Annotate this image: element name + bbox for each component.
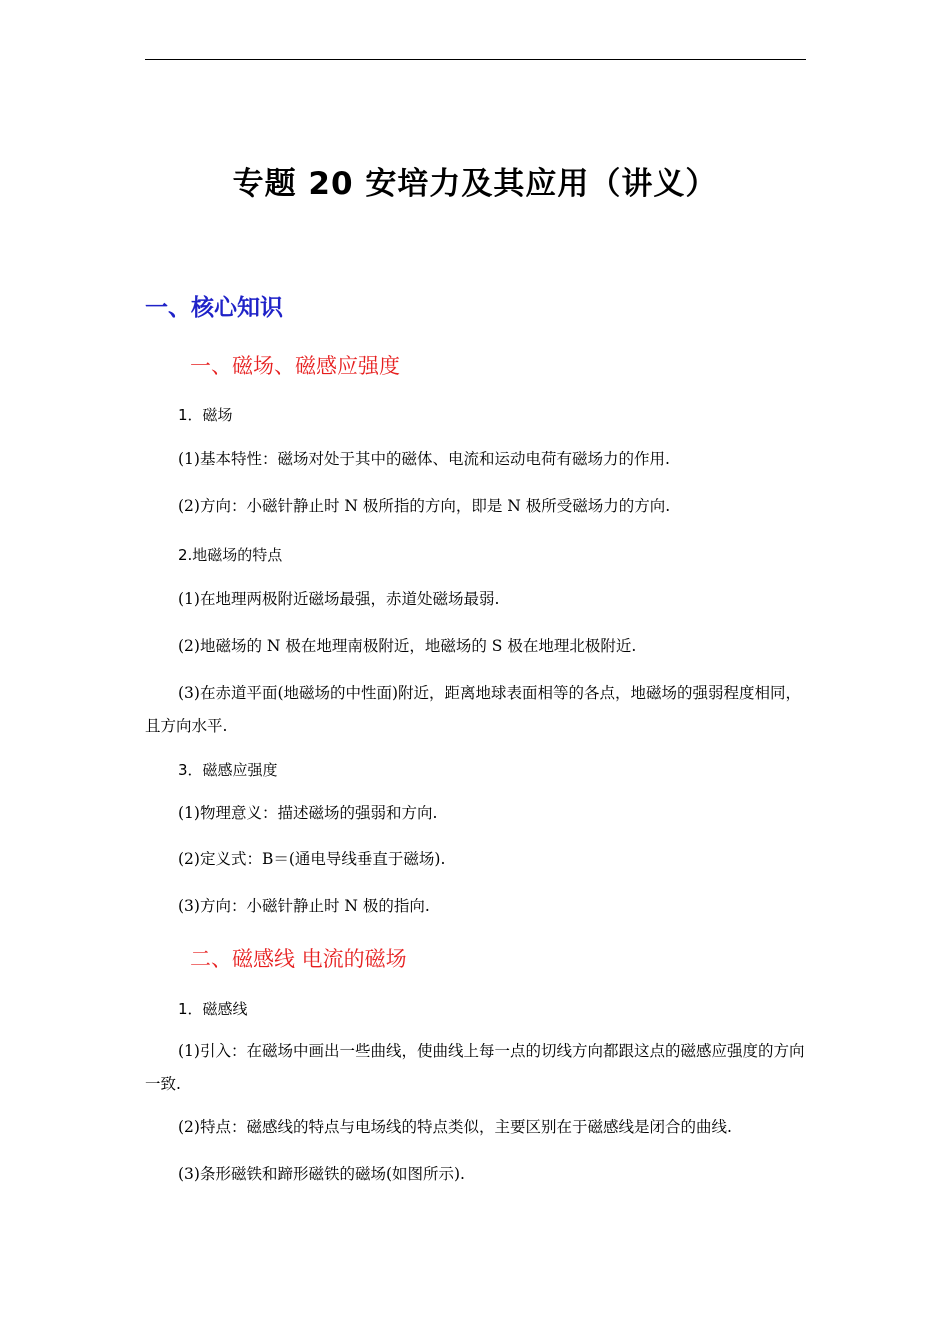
paragraph: (3)在赤道平面(地磁场的中性面)附近，距离地球表面相等的各点，地磁场的强弱程度相同，且方向水平. (145, 684, 802, 735)
paragraph: (2)特点：磁感线的特点与电场线的特点类似，主要区别在于磁感线是闭合的曲线. (178, 1118, 732, 1136)
page-title: 专题 20 安培力及其应用（讲义） (232, 166, 718, 202)
paragraph: (1)引入：在磁场中画出一些曲线，使曲线上每一点的切线方向都跟这点的磁感应强度的方向一致. (145, 1042, 805, 1093)
paragraph: (3)方向：小磁针静止时 N 极的指向. (178, 897, 430, 915)
item-heading-magnetic-field: 1．磁场 (178, 406, 233, 424)
subsection-heading-field-lines: 二、磁感线 电流的磁场 (190, 947, 407, 971)
paragraph: (1)基本特性：磁场对处于其中的磁体、电流和运动电荷有磁场力的作用. (178, 450, 670, 468)
paragraph: (3)条形磁铁和蹄形磁铁的磁场(如图所示). (178, 1165, 465, 1183)
item-heading-field-lines: 1．磁感线 (178, 1000, 248, 1018)
paragraph: (2)定义式：B＝(通电导线垂直于磁场). (178, 850, 446, 868)
item-heading-geomagnetic: 2.地磁场的特点 (178, 546, 283, 564)
paragraph: (2)方向：小磁针静止时 N 极所指的方向，即是 N 极所受磁场力的方向. (178, 497, 671, 515)
paragraph: (1)在地理两极附近磁场最强，赤道处磁场最弱. (178, 590, 500, 608)
item-heading-induction: 3．磁感应强度 (178, 761, 278, 779)
paragraph: (2)地磁场的 N 极在地理南极附近，地磁场的 S 极在地理北极附近. (178, 637, 637, 655)
paragraph: (1)物理意义：描述磁场的强弱和方向. (178, 804, 438, 822)
header-rule (145, 59, 806, 60)
section-heading-core-knowledge: 一、核心知识 (145, 295, 283, 321)
subsection-heading-magnetic-field: 一、磁场、磁感应强度 (190, 354, 400, 378)
